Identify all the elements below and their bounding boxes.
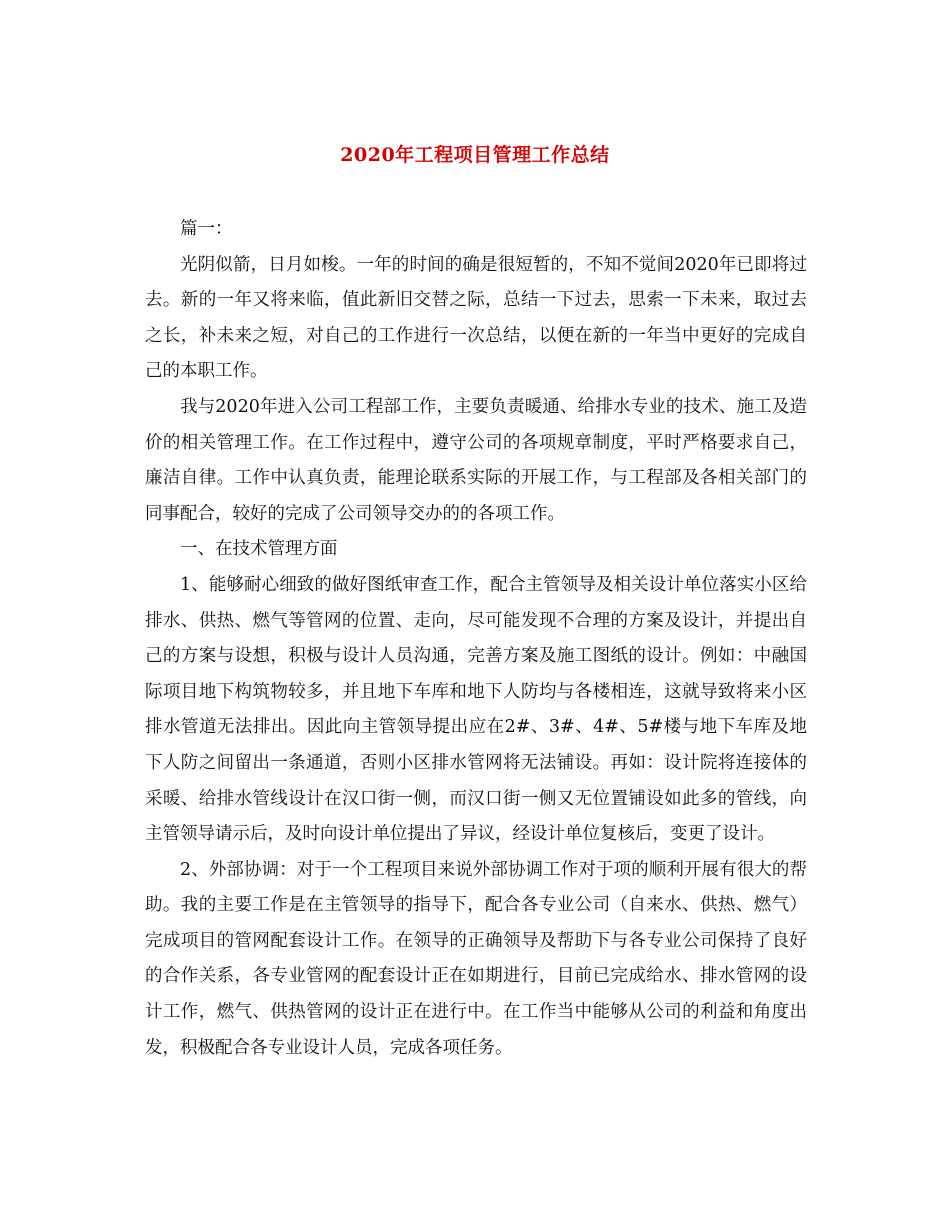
- paragraph-external-coordination: 2、外部协调：对于一个工程项目来说外部协调工作对于项的顺利开展有很大的帮助。我的主要工作是在主管领导的指导下，配合各专业公司（自来水、供热、燃气）完成项目的管网配套设计工作。在领导的正确领导及帮助下与各专业公司保持了良好的合作关系，各专业管网的配套设计正在如期进行，目前已完成给水、排水管网的设计工作，燃气、供热管网的设计正在进行中。在工作当中能够从公司的利益和角度出发，积极配合各专业设计人员，完成各项任务。: [145, 859, 807, 1058]
- paragraph-background: 我与2020年进入公司工程部工作，主要负责暖通、给排水专业的技术、施工及造价的相关管理工作。在工作过程中，遵守公司的各项规章制度，平时严格要求自己，廉洁自律。工作中认真负责，能理论联系实际的开展工作，与工程部及各相关部门的同事配合，较好的完成了公司领导交办的的各项工作。: [145, 396, 807, 524]
- paragraph-intro: 光阴似箭，日月如梭。一年的时间的确是很短暂的，不知不觉间2020年已即将过去。新的一年又将来临，值此新旧交替之际，总结一下过去，思索一下未来，取过去之长，补未来之短，对自己的工作进行一次总结，以便在新的一年当中更好的完成自己的本职工作。: [145, 254, 807, 382]
- heading-technical-management: 一、在技术管理方面: [180, 539, 338, 560]
- paragraph-drawing-review: 1、能够耐心细致的做好图纸审查工作，配合主管领导及相关设计单位落实小区给排水、供热、燃气等管网的位置、走向，尽可能发现不合理的方案及设计，并提出自己的方案与设想，积极与设计人员沟通，完善方案及施工图纸的设计。例如：中融国际项目地下构筑物较多，并且地下车库和地下人防均与各楼相连，这就导致将来小区排水管道无法排出。因此向主管领导提出应在2#、3#、4#、5#楼与地下车库及地下人防之间留出一条通道，否则小区排水管网将无法铺设。再如：设计院将连接体的采暖、给排水管线设计在汉口街一侧，而汉口街一侧又无位置铺设如此多的管线，向主管领导请示后，及时向设计单位提出了异议，经设计单位复核后，变更了设计。: [145, 574, 807, 845]
- section-label: 篇一：: [180, 219, 233, 239]
- document-body: [145, 212, 807, 1066]
- document-title: 2020年工程项目管理工作总结: [340, 144, 610, 166]
